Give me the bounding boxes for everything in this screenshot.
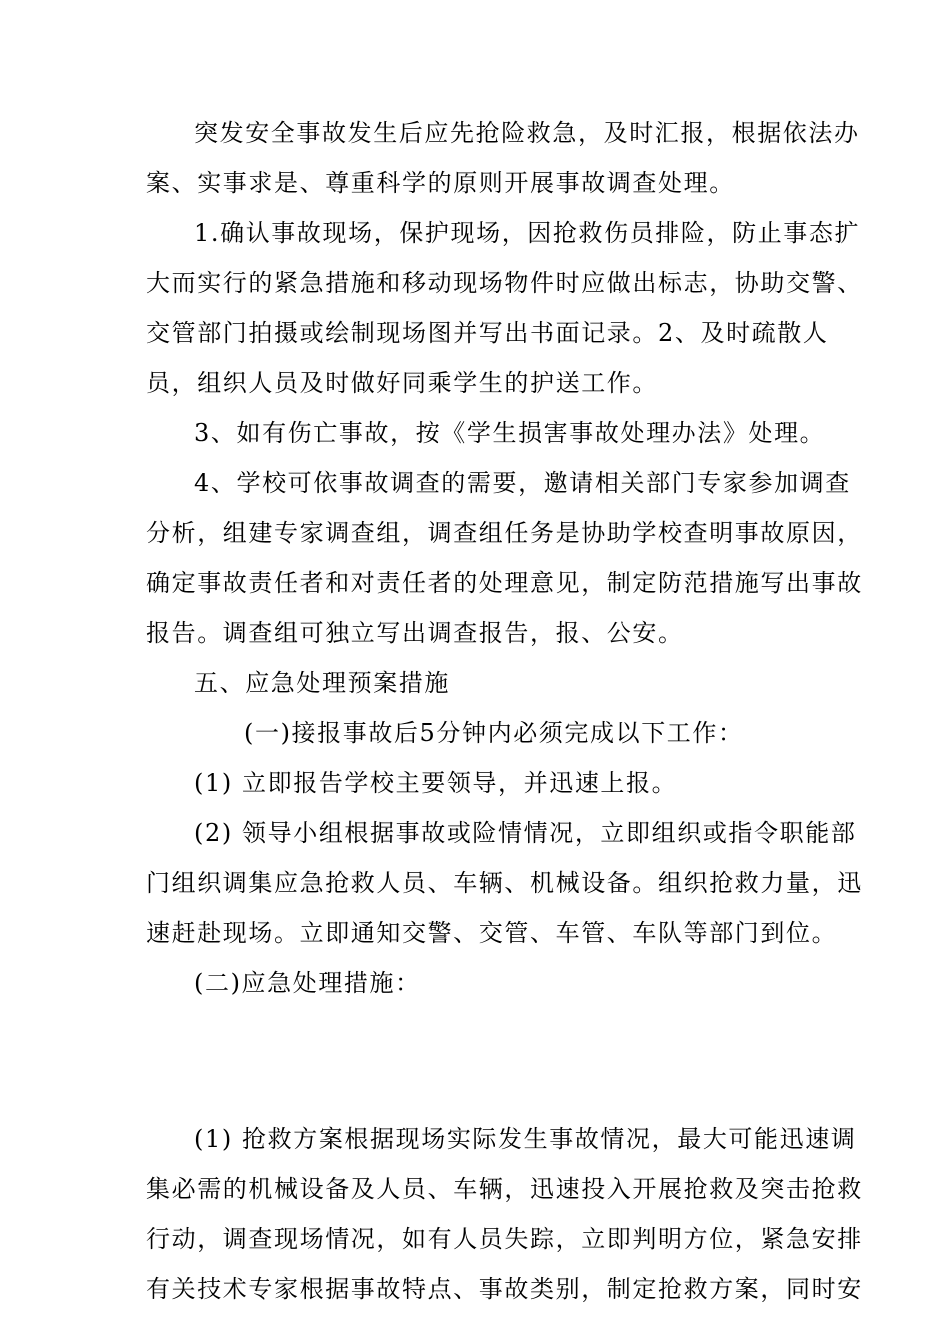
paragraph-line: 1.确认事故现场，保护现场，因抢救伤员排险，防止事态扩 [194,219,861,247]
paragraph-line: 大而实行的紧急措施和移动现场物件时应做出标志，协助交警、 [146,269,863,297]
subsection-heading: (二)应急处理措施： [194,969,421,997]
paragraph-line: 分析，组建专家调查组，调查组任务是协助学校查明事故原因， [146,519,863,547]
section-heading: 五、应急处理预案措施 [194,669,450,697]
paragraph-line: (2) 领导小组根据事故或险情情况，立即组织或指令职能部 [194,819,857,847]
paragraph-line: 行动，调查现场情况，如有人员失踪，立即判明方位，紧急安排 [146,1225,863,1253]
paragraph-line: 速赶赴现场。立即通知交警、交管、车管、车队等部门到位。 [146,919,838,947]
paragraph-line: (1) 立即报告学校主要领导，并迅速上报。 [194,769,678,797]
paragraph-line: 交管部门拍摄或绘制现场图并写出书面记录。2、及时疏散人 [146,319,829,347]
paragraph-line: 3、如有伤亡事故，按《学生损害事故处理办法》处理。 [194,419,826,447]
paragraph-line: 确定事故责任者和对责任者的处理意见，制定防范措施写出事故 [146,569,863,597]
paragraph-line: 4、学校可依事故调查的需要，邀请相关部门专家参加调查 [194,469,851,497]
paragraph-line: 员，组织人员及时做好同乘学生的护送工作。 [146,369,658,397]
subsection-heading: (一)接报事故后5分钟内必须完成以下工作： [244,719,744,747]
paragraph-line: 报告。调查组可独立写出调查报告，报、公安。 [146,619,684,647]
paragraph-line: (1) 抢救方案根据现场实际发生事故情况，最大可能迅速调 [194,1125,857,1153]
paragraph-line: 突发安全事故发生后应先抢险救急，及时汇报，根据依法办 [194,119,860,147]
paragraph-line: 案、实事求是、尊重科学的原则开展事故调查处理。 [146,169,735,197]
paragraph-line: 集必需的机械设备及人员、车辆，迅速投入开展抢救及突击抢救 [146,1175,863,1203]
paragraph-line: 有关技术专家根据事故特点、事故类别，制定抢救方案，同时安 [146,1275,863,1303]
paragraph-line: 门组织调集应急抢救人员、车辆、机械设备。组织抢救力量，迅 [146,869,863,897]
